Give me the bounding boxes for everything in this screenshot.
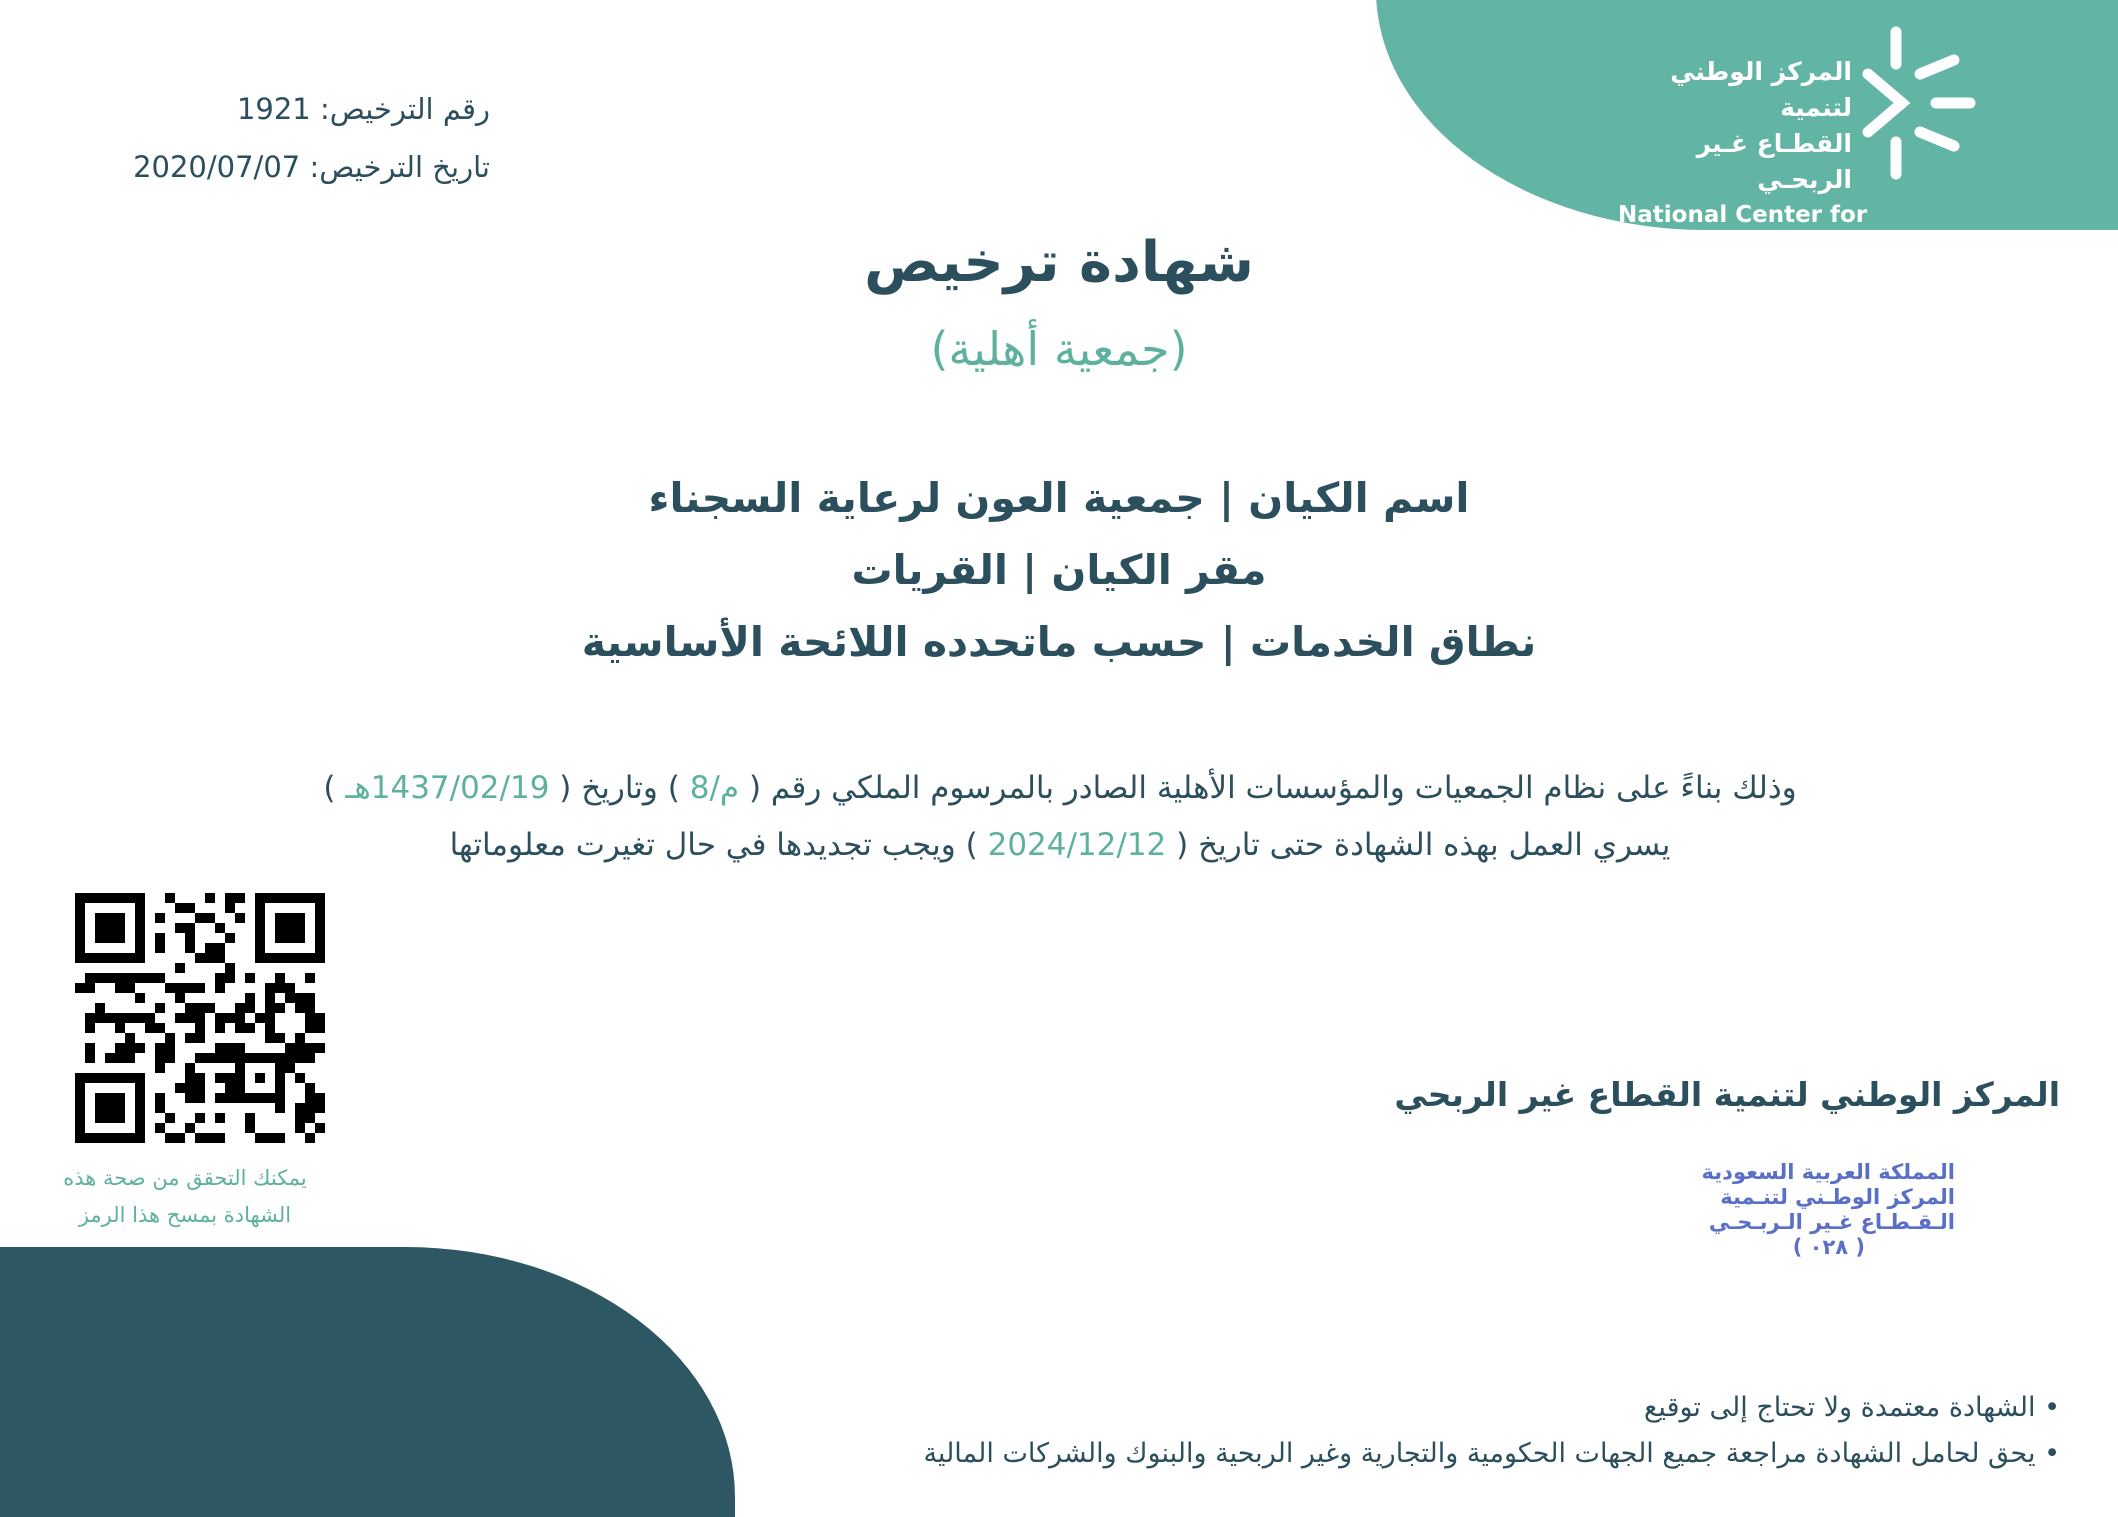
entity-name: اسم الكيان | جمعية العون لرعاية السجناء (648, 474, 1470, 522)
valid-until-date: 2024/12/12 (987, 827, 1167, 863)
certificate-notes (600, 1385, 2060, 1477)
logo-arabic-line-1: المركز الوطني لتنمية (1670, 57, 1852, 122)
qr-caption-line-1: يمكنك التحقق من صحة هذه (63, 1166, 307, 1190)
license-date (40, 138, 490, 196)
basis-suffix: ) (323, 770, 336, 806)
legal-basis-line-2 (260, 817, 1860, 874)
basis-mid: ) وتاريخ ( (559, 770, 680, 806)
license-number-value: 1921 (236, 92, 311, 126)
legal-basis-line-1 (260, 760, 1860, 817)
entity-service-scope: نطاق الخدمات | حسب ماتحدده اللائحة الأساسية (581, 618, 1537, 666)
decree-date: 1437/02/19هـ (345, 770, 550, 806)
license-date-label: تاريخ الترخيص: (309, 150, 490, 184)
verification-qr-code[interactable] (75, 893, 325, 1143)
logo-english-line-1: National Center for (1618, 202, 1868, 228)
stamp-line-1: المملكة العربية السعودية (1701, 1160, 1955, 1184)
legal-basis (260, 760, 1860, 874)
entity-details (0, 462, 2118, 678)
validity-suffix: ) ويجب تجديدها في حال تغيرت معلوماتها (449, 827, 978, 863)
validity-prefix: يسري العمل بهذه الشهادة حتى تاريخ ( (1176, 827, 1671, 863)
certificate-title: شهادة ترخيص (864, 230, 1254, 295)
decree-number: م/8 (689, 770, 740, 806)
logo-arabic-line-2: القطـاع غـير الربحـي (1696, 129, 1852, 194)
qr-caption-line-2: الشهادة بمسح هذا الرمز (78, 1203, 292, 1227)
stamp-line-2: المركز الوطـني لتنـمية (1720, 1185, 1955, 1209)
logo-english-line-2: Non—Profit Sector (1618, 235, 1857, 261)
stamp-line-3: الـقـطـاع غـير الـربـحـي (1708, 1210, 1955, 1234)
license-date-value: 2020/07/07 (133, 150, 301, 184)
basis-prefix: وذلك بناءً على نظام الجمعيات والمؤسسات الأهلية الصادر بالمرسوم الملكي رقم ( (748, 770, 1797, 806)
issuer-name: المركز الوطني لتنمية القطاع غير الربحي (1394, 1075, 2060, 1114)
note-item: • يحق لحامل الشهادة مراجعة جميع الجهات الحكومية والتجارية وغير الربحية والبنوك والشركات المالية (923, 1438, 2060, 1469)
ncnp-logo-icon (1862, 22, 1978, 184)
entity-headquarters: مقر الكيان | القريات (851, 546, 1267, 594)
note-item: • الشهادة معتمدة ولا تحتاج إلى توقيع (1644, 1392, 2060, 1423)
official-stamp (1650, 1160, 1955, 1260)
license-number (40, 80, 490, 138)
stamp-line-4: ( ٠٢٨ ) (1792, 1235, 1865, 1259)
certificate-subtitle: (جمعية أهلية) (930, 322, 1188, 376)
license-number-label: رقم الترخيص: (319, 92, 490, 126)
qr-caption (40, 1160, 330, 1234)
license-info (40, 80, 490, 196)
